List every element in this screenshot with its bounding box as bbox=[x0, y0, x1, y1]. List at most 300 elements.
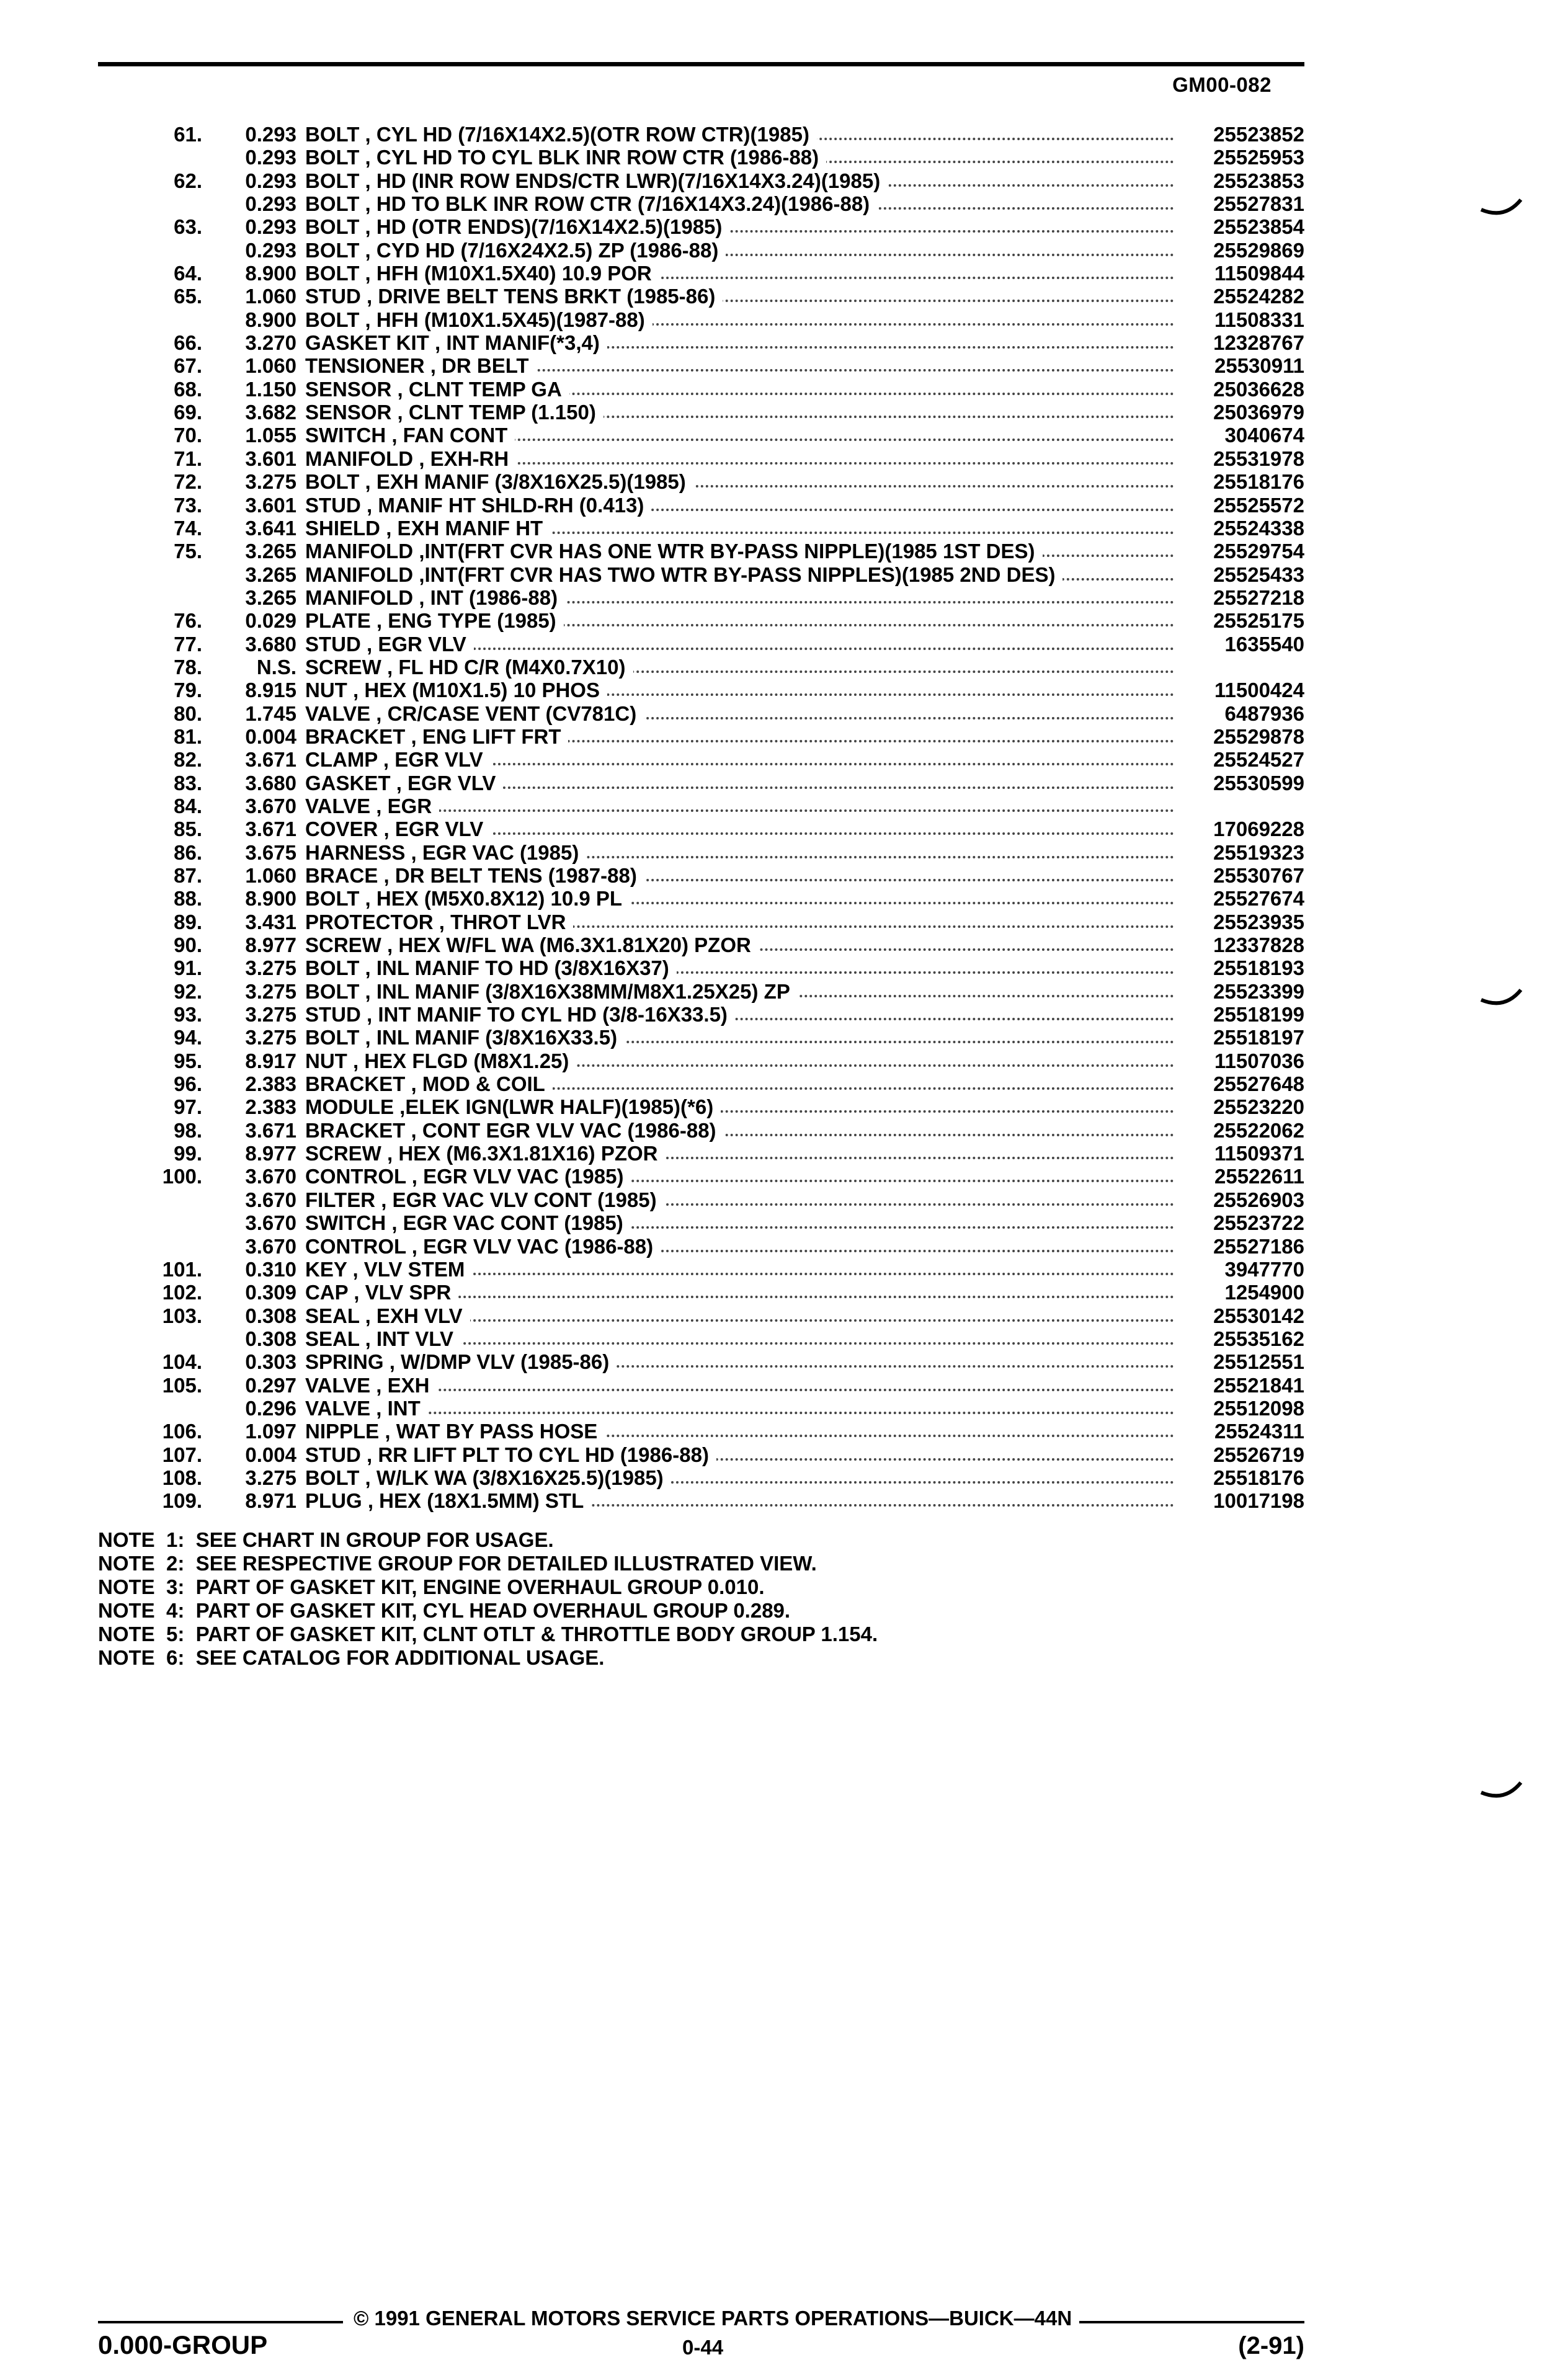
part-row bbox=[98, 239, 1304, 262]
group-number: 8.977 bbox=[245, 1142, 296, 1165]
description-leader bbox=[305, 1095, 1174, 1118]
part-description bbox=[305, 725, 568, 748]
part-number: 25512551 bbox=[1213, 1350, 1304, 1374]
description-leader bbox=[305, 1327, 1174, 1350]
part-description bbox=[305, 887, 630, 910]
part-description bbox=[305, 1397, 428, 1420]
item-number: 65. bbox=[174, 285, 202, 308]
part-row bbox=[98, 772, 1304, 795]
part-row bbox=[98, 1072, 1304, 1095]
group-number: 1.055 bbox=[245, 424, 296, 447]
item-number: 70. bbox=[174, 424, 202, 447]
part-detail: , DR BELT TENS (1987-88) bbox=[383, 864, 637, 887]
part-row bbox=[98, 956, 1304, 979]
part-detail: , EXH MANIF HT bbox=[386, 516, 543, 540]
part-row bbox=[98, 285, 1304, 308]
item-number: 86. bbox=[174, 840, 202, 864]
group-number: 0.293 bbox=[245, 192, 296, 216]
part-number: 25531978 bbox=[1213, 447, 1304, 470]
part-description bbox=[305, 308, 653, 331]
description-leader bbox=[305, 980, 1174, 1003]
description-leader bbox=[305, 470, 1174, 493]
description-leader bbox=[305, 679, 1174, 701]
description-leader bbox=[305, 285, 1174, 308]
group-number: 1.097 bbox=[245, 1420, 296, 1443]
binding-hole-mark bbox=[1480, 987, 1523, 1010]
description-leader bbox=[305, 354, 1174, 377]
group-number: 3.680 bbox=[245, 632, 296, 656]
part-detail: , INT MANIF(*3,4) bbox=[435, 331, 600, 355]
item-number: 80. bbox=[174, 701, 202, 725]
part-description bbox=[305, 517, 550, 540]
part-detail: , THROT LVR bbox=[439, 910, 566, 933]
part-description bbox=[305, 470, 693, 493]
description-leader bbox=[305, 123, 1174, 146]
part-detail: , CR/CASE VENT (CV781C) bbox=[376, 701, 637, 725]
part-description bbox=[305, 1142, 666, 1165]
part-name: GASKET KIT bbox=[305, 331, 429, 355]
group-number: 8.900 bbox=[245, 308, 296, 331]
part-detail: , HEX W/FL WA (M6.3X1.81X20) PZOR bbox=[387, 933, 751, 957]
part-description bbox=[305, 864, 644, 887]
part-description bbox=[305, 494, 651, 517]
part-name: PLATE bbox=[305, 609, 371, 633]
group-number: 0.310 bbox=[245, 1257, 296, 1281]
part-name: STUD bbox=[305, 1443, 361, 1466]
description-leader bbox=[305, 1235, 1174, 1258]
part-description bbox=[305, 1072, 553, 1095]
part-name: STUD bbox=[305, 632, 361, 656]
part-number: 25523854 bbox=[1213, 215, 1304, 239]
part-number: 25523852 bbox=[1213, 123, 1304, 146]
part-number: 25036628 bbox=[1213, 377, 1304, 401]
part-detail: , EGR VAC (1985) bbox=[411, 840, 579, 864]
description-leader bbox=[305, 378, 1174, 401]
part-number: 25527831 bbox=[1213, 192, 1304, 216]
part-detail: , FL HD C/R (M4X0.7X10) bbox=[387, 655, 626, 679]
part-description bbox=[305, 146, 826, 169]
part-number: 25522611 bbox=[1214, 1165, 1304, 1188]
item-number: 75. bbox=[174, 540, 202, 563]
part-description bbox=[305, 1049, 576, 1072]
part-name: STUD bbox=[305, 493, 361, 517]
part-description bbox=[305, 1350, 617, 1373]
part-number: 25523935 bbox=[1213, 910, 1304, 933]
part-row bbox=[98, 1443, 1304, 1466]
part-detail: , EXH VLV bbox=[365, 1304, 463, 1327]
part-number: 25530911 bbox=[1214, 354, 1304, 378]
part-row bbox=[98, 933, 1304, 956]
description-leader bbox=[305, 215, 1174, 238]
part-row bbox=[98, 146, 1304, 169]
item-number: 62. bbox=[174, 169, 202, 192]
item-number: 92. bbox=[174, 979, 202, 1003]
part-detail: , HD (OTR ENDS)(7/16X14X2.5)(1985) bbox=[365, 215, 723, 239]
part-number: 12337828 bbox=[1213, 933, 1304, 957]
part-number: 3040674 bbox=[1224, 424, 1304, 447]
item-number: 78. bbox=[174, 655, 202, 679]
group-number: 0.293 bbox=[245, 169, 296, 192]
part-number: 25527218 bbox=[1213, 586, 1304, 609]
part-description bbox=[305, 702, 644, 725]
group-number: 0.293 bbox=[245, 215, 296, 239]
description-leader bbox=[305, 146, 1174, 169]
item-number: 102. bbox=[162, 1281, 202, 1304]
description-leader bbox=[305, 331, 1174, 354]
part-row bbox=[98, 1374, 1304, 1397]
description-leader bbox=[305, 956, 1174, 979]
item-number: 74. bbox=[174, 516, 202, 540]
part-row bbox=[98, 841, 1304, 864]
item-number: 77. bbox=[174, 632, 202, 656]
part-description bbox=[305, 772, 503, 795]
part-name: SEAL bbox=[305, 1304, 360, 1327]
group-number: 3.275 bbox=[245, 1026, 296, 1049]
description-leader bbox=[305, 540, 1174, 563]
part-row bbox=[98, 864, 1304, 887]
part-number: 25529878 bbox=[1213, 724, 1304, 748]
group-number: 0.029 bbox=[245, 609, 296, 633]
part-description bbox=[305, 933, 759, 956]
part-number: 25529869 bbox=[1213, 238, 1304, 262]
part-description bbox=[305, 1281, 458, 1304]
part-name: SCREW bbox=[305, 933, 381, 957]
part-number: 10017198 bbox=[1213, 1489, 1304, 1513]
part-detail: , EGR VLV bbox=[367, 632, 466, 656]
item-number: 64. bbox=[174, 262, 202, 285]
item-number: 69. bbox=[174, 401, 202, 424]
parts-list bbox=[98, 123, 1304, 1513]
part-name: KEY bbox=[305, 1257, 347, 1281]
part-detail: , EXH MANIF (3/8X16X25.5)(1985) bbox=[365, 470, 686, 494]
item-number: 96. bbox=[174, 1072, 202, 1096]
part-detail: , CLNT TEMP (1.150) bbox=[397, 401, 596, 424]
part-row bbox=[98, 401, 1304, 424]
part-detail: , CLNT TEMP GA bbox=[397, 377, 562, 401]
part-name: CAP bbox=[305, 1281, 349, 1304]
part-detail: , EGR VAC VLV CONT (1985) bbox=[381, 1188, 657, 1211]
part-row bbox=[98, 1489, 1304, 1512]
part-row bbox=[98, 494, 1304, 517]
description-leader bbox=[305, 1466, 1174, 1489]
group-number: 8.900 bbox=[245, 887, 296, 911]
part-number: 25521841 bbox=[1213, 1373, 1304, 1397]
group-number: 3.641 bbox=[245, 516, 296, 540]
part-detail: , HEX FLGD (M8X1.25) bbox=[353, 1049, 569, 1072]
part-number: 25523853 bbox=[1213, 169, 1304, 192]
group-number: 8.977 bbox=[245, 933, 296, 957]
part-detail: , MANIF HT SHLD-RH (0.413) bbox=[367, 493, 644, 517]
part-description bbox=[305, 795, 439, 817]
part-name: BRACE bbox=[305, 864, 378, 887]
group-number: 3.671 bbox=[245, 817, 296, 841]
part-number: 12328767 bbox=[1213, 331, 1304, 355]
part-name: BRACKET bbox=[305, 724, 406, 748]
group-number: 2.383 bbox=[245, 1072, 296, 1096]
description-leader bbox=[305, 239, 1174, 262]
description-leader bbox=[305, 1188, 1174, 1211]
item-number: 68. bbox=[174, 377, 202, 401]
part-name: SENSOR bbox=[305, 377, 392, 401]
description-leader bbox=[305, 192, 1174, 215]
description-leader bbox=[305, 633, 1174, 656]
part-name: MANIFOLD bbox=[305, 563, 414, 586]
part-description bbox=[305, 262, 659, 285]
part-detail: , EXH bbox=[376, 1373, 430, 1397]
part-description bbox=[305, 679, 607, 701]
part-number: 11508331 bbox=[1214, 308, 1304, 331]
part-number: 25523722 bbox=[1213, 1211, 1304, 1235]
group-number: 3.601 bbox=[245, 447, 296, 470]
part-description bbox=[305, 1466, 671, 1489]
description-leader bbox=[305, 1142, 1174, 1165]
part-row bbox=[98, 308, 1304, 331]
document-id: GM00-082 bbox=[1172, 73, 1272, 96]
part-description bbox=[305, 540, 1043, 563]
part-row bbox=[98, 1165, 1304, 1188]
note-line: NOTE 2: SEE RESPECTIVE GROUP FOR DETAILED ILLUSTRATED VIEW. bbox=[98, 1552, 817, 1575]
part-number: 25525953 bbox=[1213, 146, 1304, 169]
top-rule bbox=[98, 62, 1304, 66]
part-number: 25524527 bbox=[1213, 748, 1304, 772]
part-name: PROTECTOR bbox=[305, 910, 434, 933]
group-number: 3.670 bbox=[245, 1188, 296, 1211]
part-description bbox=[305, 239, 726, 262]
part-number: 25518197 bbox=[1213, 1026, 1304, 1049]
group-number: 3.670 bbox=[245, 1211, 296, 1235]
part-name: SWITCH bbox=[305, 1211, 386, 1235]
part-name: BOLT bbox=[305, 956, 360, 980]
binding-hole-mark bbox=[1480, 197, 1523, 220]
group-number: 3.680 bbox=[245, 771, 296, 795]
item-number: 89. bbox=[174, 910, 202, 933]
description-leader bbox=[305, 702, 1174, 725]
item-number: 93. bbox=[174, 1003, 202, 1026]
part-row bbox=[98, 656, 1304, 679]
part-detail: , HD TO BLK INR ROW CTR (7/16X14X3.24)(1986-88) bbox=[365, 192, 870, 216]
part-detail: , EGR VLV bbox=[396, 771, 496, 795]
part-number: 17069228 bbox=[1213, 817, 1304, 841]
part-row bbox=[98, 795, 1304, 817]
part-name: BOLT bbox=[305, 262, 360, 285]
part-description bbox=[305, 817, 491, 840]
part-row bbox=[98, 609, 1304, 632]
description-leader bbox=[305, 586, 1174, 609]
description-leader bbox=[305, 656, 1174, 679]
group-number: 8.917 bbox=[245, 1049, 296, 1072]
group-number: 1.150 bbox=[245, 377, 296, 401]
part-number: 25525175 bbox=[1213, 609, 1304, 633]
part-name: SENSOR bbox=[305, 401, 392, 424]
part-number: 25526903 bbox=[1213, 1188, 1304, 1211]
item-number: 63. bbox=[174, 215, 202, 239]
part-number: 25519323 bbox=[1213, 840, 1304, 864]
description-leader bbox=[305, 609, 1174, 632]
item-number: 67. bbox=[174, 354, 202, 378]
part-row bbox=[98, 1119, 1304, 1142]
group-number: 3.682 bbox=[245, 401, 296, 424]
part-detail: , CONT EGR VLV VAC (1986-88) bbox=[411, 1118, 716, 1142]
group-number: 8.971 bbox=[245, 1489, 296, 1513]
part-name: HARNESS bbox=[305, 840, 406, 864]
part-description bbox=[305, 1235, 661, 1258]
item-number: 103. bbox=[162, 1304, 202, 1327]
part-row bbox=[98, 169, 1304, 192]
part-detail: , VLV STEM bbox=[352, 1257, 465, 1281]
part-description bbox=[305, 1304, 470, 1327]
description-leader bbox=[305, 262, 1174, 285]
part-number: 25512098 bbox=[1213, 1396, 1304, 1420]
part-name: VALVE bbox=[305, 794, 371, 817]
part-row bbox=[98, 192, 1304, 215]
part-description bbox=[305, 401, 604, 424]
group-number: 0.004 bbox=[245, 1443, 296, 1466]
part-detail: , EXH-RH bbox=[419, 447, 509, 470]
part-description bbox=[305, 1095, 721, 1118]
group-number: 2.383 bbox=[245, 1095, 296, 1119]
part-description bbox=[305, 1374, 437, 1397]
part-name: CLAMP bbox=[305, 748, 378, 772]
part-row bbox=[98, 215, 1304, 238]
part-row bbox=[98, 725, 1304, 748]
group-number: 0.293 bbox=[245, 238, 296, 262]
part-description bbox=[305, 633, 474, 656]
part-number: 25529754 bbox=[1213, 540, 1304, 563]
part-detail: , CYL HD TO CYL BLK INR ROW CTR (1986-88) bbox=[365, 146, 819, 169]
description-leader bbox=[305, 1211, 1174, 1234]
group-number: 3.670 bbox=[245, 1234, 296, 1258]
part-number: 25525433 bbox=[1213, 563, 1304, 586]
part-row bbox=[98, 1188, 1304, 1211]
part-name: COVER bbox=[305, 817, 378, 841]
item-number: 99. bbox=[174, 1142, 202, 1165]
part-name: VALVE bbox=[305, 1396, 371, 1420]
item-number: 76. bbox=[174, 609, 202, 633]
part-description bbox=[305, 378, 569, 401]
part-number: 25530767 bbox=[1213, 864, 1304, 887]
group-number: 3.275 bbox=[245, 470, 296, 494]
part-name: BOLT bbox=[305, 308, 360, 331]
part-detail: , HEX (M10X1.5) 10 PHOS bbox=[353, 679, 600, 702]
part-detail: , HFH (M10X1.5X40) 10.9 POR bbox=[365, 262, 652, 285]
part-name: PLUG bbox=[305, 1489, 362, 1513]
item-number: 83. bbox=[174, 771, 202, 795]
description-leader bbox=[305, 517, 1174, 540]
part-number: 25518176 bbox=[1213, 470, 1304, 494]
part-name: MODULE bbox=[305, 1095, 394, 1119]
part-detail: , INT MANIF TO CYL HD (3/8-16X33.5) bbox=[367, 1003, 728, 1026]
description-leader bbox=[305, 772, 1174, 795]
part-name: BOLT bbox=[305, 1466, 360, 1489]
part-detail: , W/DMP VLV (1985-86) bbox=[389, 1350, 610, 1374]
item-number: 109. bbox=[162, 1489, 202, 1513]
group-number: 3.670 bbox=[245, 1165, 296, 1188]
part-description bbox=[305, 331, 607, 354]
part-row bbox=[98, 1049, 1304, 1072]
part-name: MANIFOLD bbox=[305, 447, 414, 470]
group-number: 0.308 bbox=[245, 1304, 296, 1327]
description-leader bbox=[305, 169, 1174, 192]
part-number: 25524282 bbox=[1213, 285, 1304, 308]
note-line: NOTE 5: PART OF GASKET KIT, CLNT OTLT & THROTTLE BODY GROUP 1.154. bbox=[98, 1623, 878, 1645]
item-number: 66. bbox=[174, 331, 202, 355]
description-leader bbox=[305, 795, 1174, 817]
part-description bbox=[305, 841, 586, 864]
part-row bbox=[98, 1258, 1304, 1281]
part-row bbox=[98, 1466, 1304, 1489]
page-number: 0-44 bbox=[682, 2336, 724, 2359]
item-number: 84. bbox=[174, 794, 202, 817]
part-description bbox=[305, 1026, 625, 1049]
part-detail: ,INT(FRT CVR HAS ONE WTR BY-PASS NIPPLE)(1985 1ST DES) bbox=[419, 540, 1035, 563]
item-number: 95. bbox=[174, 1049, 202, 1072]
part-number: 25527186 bbox=[1213, 1234, 1304, 1258]
part-description bbox=[305, 1188, 664, 1211]
part-name: VALVE bbox=[305, 701, 371, 725]
part-detail: , CYL HD (7/16X14X2.5)(OTR ROW CTR)(1985) bbox=[365, 123, 809, 146]
part-description bbox=[305, 1211, 631, 1234]
part-row bbox=[98, 1003, 1304, 1026]
part-detail: , HEX (18X1.5MM) STL bbox=[367, 1489, 584, 1513]
part-number: 25522062 bbox=[1213, 1118, 1304, 1142]
footer-rule-left bbox=[98, 2321, 343, 2323]
part-description bbox=[305, 169, 888, 192]
part-row bbox=[98, 1211, 1304, 1234]
item-number: 81. bbox=[174, 724, 202, 748]
item-number: 98. bbox=[174, 1118, 202, 1142]
part-detail: , INL MANIF TO HD (3/8X16X37) bbox=[365, 956, 669, 980]
item-number: 94. bbox=[174, 1026, 202, 1049]
footer-rule-right bbox=[1079, 2321, 1304, 2323]
part-detail: , ENG LIFT FRT bbox=[411, 724, 561, 748]
item-number: 82. bbox=[174, 748, 202, 772]
item-number: 79. bbox=[174, 679, 202, 702]
part-name: SWITCH bbox=[305, 424, 386, 447]
description-leader bbox=[305, 1304, 1174, 1327]
part-number: 25518176 bbox=[1213, 1466, 1304, 1489]
part-description bbox=[305, 980, 798, 1003]
description-leader bbox=[305, 1026, 1174, 1049]
part-row bbox=[98, 887, 1304, 910]
description-leader bbox=[305, 1374, 1174, 1397]
part-description bbox=[305, 586, 565, 609]
description-leader bbox=[305, 1350, 1174, 1373]
part-name: SPRING bbox=[305, 1350, 384, 1374]
part-description bbox=[305, 748, 491, 771]
description-leader bbox=[305, 817, 1174, 840]
group-number: 3.265 bbox=[245, 586, 296, 609]
part-detail: , INT (1986-88) bbox=[419, 586, 558, 609]
part-name: CONTROL bbox=[305, 1234, 406, 1258]
part-name: BOLT bbox=[305, 192, 360, 216]
description-leader bbox=[305, 1072, 1174, 1095]
part-description bbox=[305, 1420, 605, 1443]
part-detail: ,ELEK IGN(LWR HALF)(1985)(*6) bbox=[399, 1095, 714, 1119]
group-number: 0.296 bbox=[245, 1396, 296, 1420]
part-name: GASKET bbox=[305, 771, 391, 795]
part-number: 25523399 bbox=[1213, 979, 1304, 1003]
group-number: N.S. bbox=[256, 655, 296, 679]
part-row bbox=[98, 540, 1304, 563]
part-row bbox=[98, 679, 1304, 701]
item-number: 72. bbox=[174, 470, 202, 494]
description-leader bbox=[305, 1281, 1174, 1304]
part-number: 25518193 bbox=[1213, 956, 1304, 980]
part-row bbox=[98, 262, 1304, 285]
part-row bbox=[98, 980, 1304, 1003]
part-row bbox=[98, 1142, 1304, 1165]
part-detail: , EGR VLV VAC (1985) bbox=[411, 1165, 624, 1188]
